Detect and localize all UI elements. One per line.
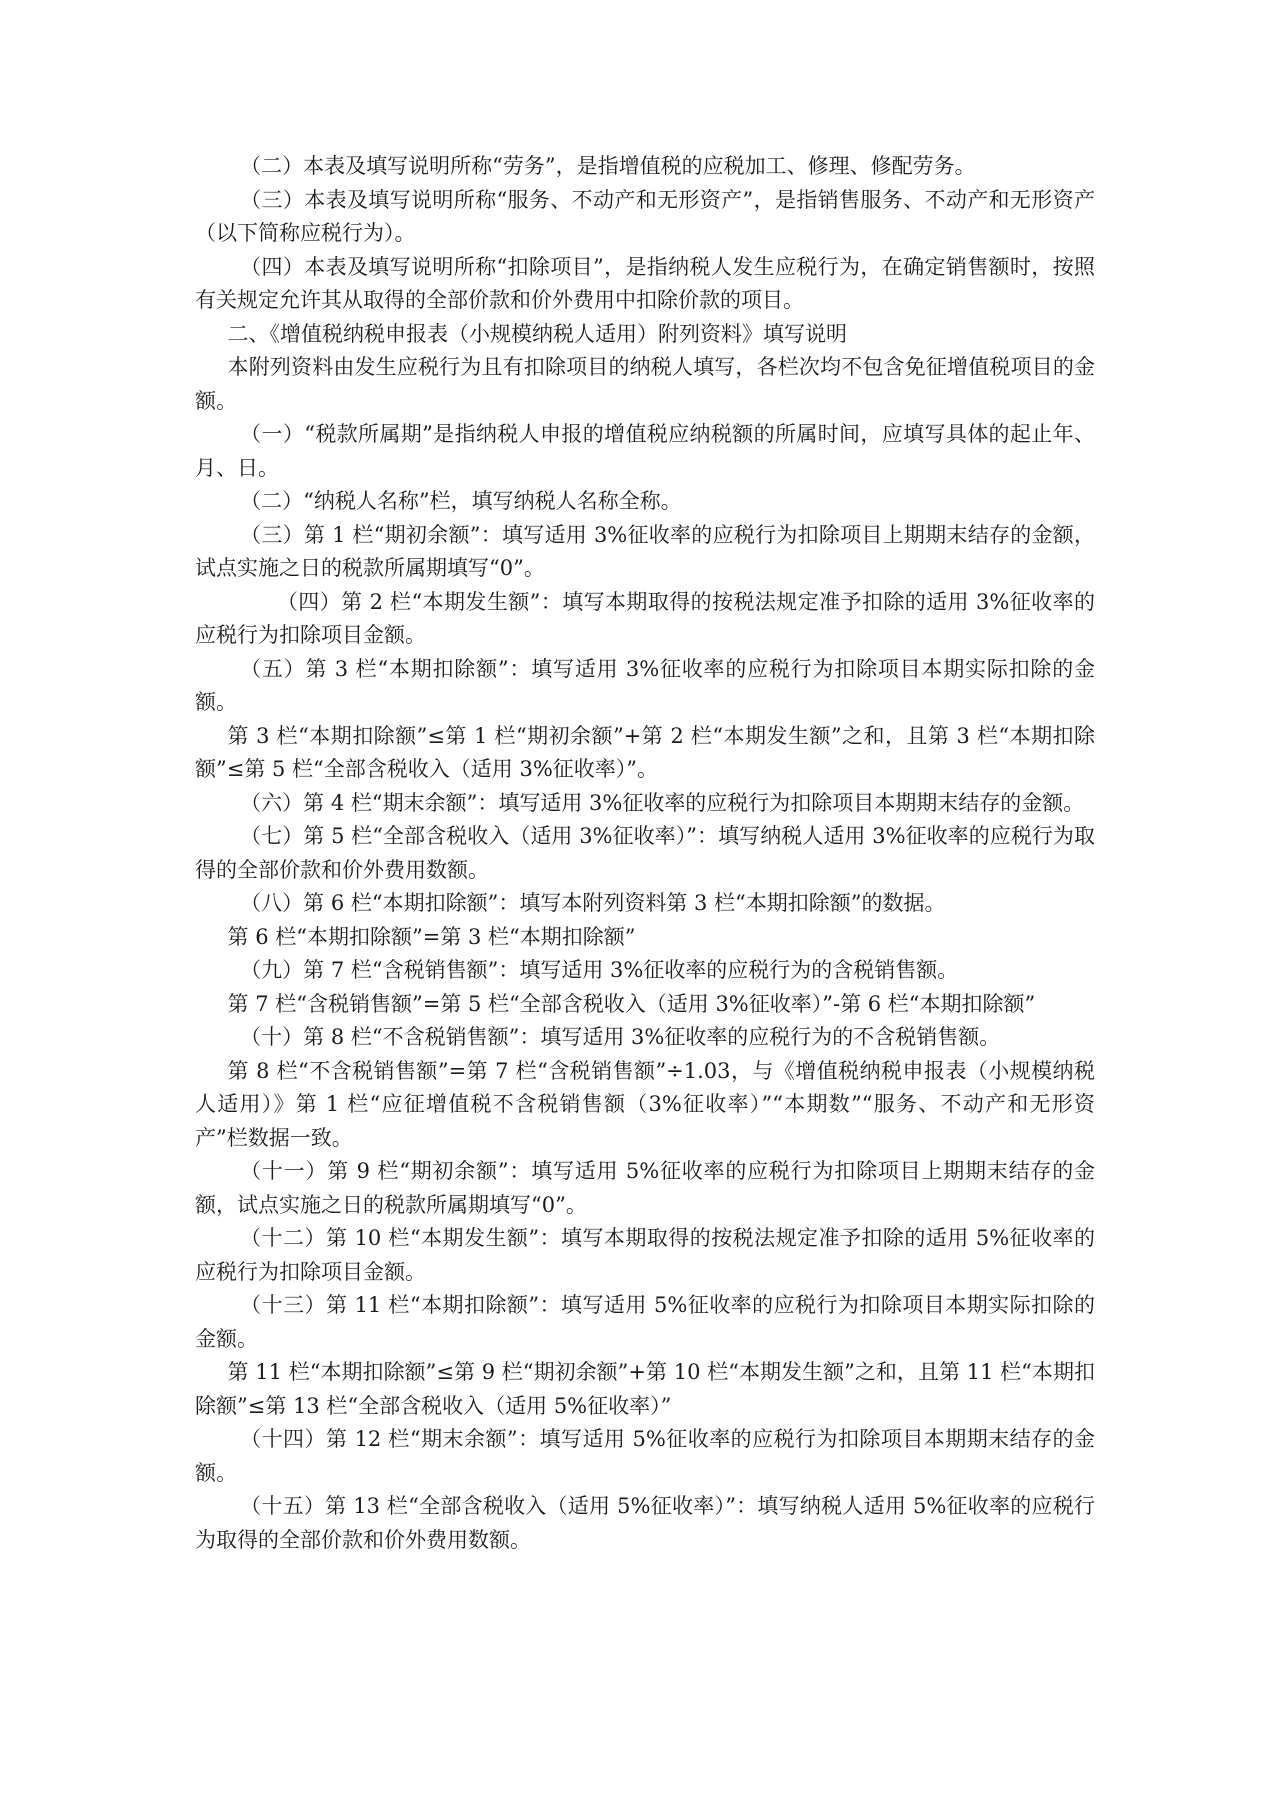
paragraph-column-12: （十四）第 12 栏“期末余额”：填写适用 5%征收率的应税行为扣除项目本期期末结存的金额。 [195,1427,1095,1485]
paragraph-column-9: （十一）第 9 栏“期初余额”：填写适用 5%征收率的应税行为扣除项目上期期末结存的金额，试点实施之日的税款所属期填写“0”。 [195,1159,1095,1217]
formula-column-8: 第 8 栏“不含税销售额”=第 7 栏“含税销售额”÷1.03，与《增值税纳税申报表（小规模纳税人适用）》第 1 栏“应征增值税不含税销售额（3%征收率）”“本期数”“服务、不动产和无形资产”栏数据一致。 [195,1058,1095,1150]
paragraph-column-8: （十）第 8 栏“不含税销售额”：填写适用 3%征收率的应税行为的不含税销售额。 [240,1025,1001,1049]
paragraph-column-6: （八）第 6 栏“本期扣除额”：填写本附列资料第 3 栏“本期扣除额”的数据。 [240,891,946,915]
paragraph-column-2: （四）第 2 栏“本期发生额”：填写本期取得的按税法规定准予扣除的适用 3%征收率的应税行为扣除项目金额。 [195,589,1095,647]
paragraph-taxpayer-name: （二）“纳税人名称”栏，填写纳税人名称全称。 [240,489,682,513]
paragraph-column-5: （七）第 5 栏“全部含税收入（适用 3%征收率）”：填写纳税人适用 3%征收率的应税行为取得的全部价款和价外费用数额。 [195,824,1095,882]
paragraph-column-3: （五）第 3 栏“本期扣除额”：填写适用 3%征收率的应税行为扣除项目本期实际扣除的金额。 [195,656,1095,714]
paragraph-column-10: （十二）第 10 栏“本期发生额”：填写本期取得的按税法规定准予扣除的适用 5%征收率的应税行为扣除项目金额。 [195,1226,1095,1284]
section-heading-attachment-instructions: 二、《增值税纳税申报表（小规模纳税人适用）附列资料》填写说明 [227,321,848,346]
formula-column-11: 第 11 栏“本期扣除额”≤第 9 栏“期初余额”+第 10 栏“本期发生额”之和，且第 11 栏“本期扣除额”≤第 13 栏“全部含税收入（适用 5%征收率）” [195,1360,1095,1418]
paragraph-column-4: （六）第 4 栏“期末余额”：填写适用 3%征收率的应税行为扣除项目本期期末结存的金额。 [240,790,1085,815]
paragraph-column-11: （十三）第 11 栏“本期扣除额”：填写适用 5%征收率的应税行为扣除项目本期实际扣除的金额。 [195,1293,1095,1351]
paragraph-attachment-scope: 本附列资料由发生应税行为且有扣除项目的纳税人填写，各栏次均不包含免征增值税项目的金额。 [195,355,1095,413]
paragraph-services-definition: （三）本表及填写说明所称“服务、不动产和无形资产”，是指销售服务、不动产和无形资产（以下简称应税行为）。 [195,187,1095,245]
formula-column-7: 第 7 栏“含税销售额”=第 5 栏“全部含税收入（适用 3%征收率）”-第 6 栏“本期扣除额” [227,991,1036,1016]
formula-column-3: 第 3 栏“本期扣除额”≤第 1 栏“期初余额”+第 2 栏“本期发生额”之和，且第 3 栏“本期扣除额”≤第 5 栏“全部含税收入（适用 3%征收率）”。 [195,723,1095,781]
paragraph-column-1: （三）第 1 栏“期初余额”：填写适用 3%征收率的应税行为扣除项目上期期末结存的金额，试点实施之日的税款所属期填写“0”。 [195,522,1095,580]
paragraph-column-13: （十五）第 13 栏“全部含税收入（适用 5%征收率）”：填写纳税人适用 5%征收率的应税行为取得的全部价款和价外费用数额。 [195,1494,1095,1552]
paragraph-deduction-items-definition: （四）本表及填写说明所称“扣除项目”，是指纳税人发生应税行为，在确定销售额时，按照有关规定允许其从取得的全部价款和价外费用中扣除价款的项目。 [195,254,1095,312]
paragraph-labor-definition: （二）本表及填写说明所称“劳务”，是指增值税的应税加工、修理、修配劳务。 [240,154,976,178]
paragraph-column-7: （九）第 7 栏“含税销售额”：填写适用 3%征收率的应税行为的含税销售额。 [240,958,959,982]
document-page [195,150,1095,1557]
paragraph-tax-period: （一）“税款所属期”是指纳税人申报的增值税应纳税额的所属时间，应填写具体的起止年、月、日。 [195,422,1095,480]
formula-column-6: 第 6 栏“本期扣除额”=第 3 栏“本期扣除额” [227,924,636,949]
